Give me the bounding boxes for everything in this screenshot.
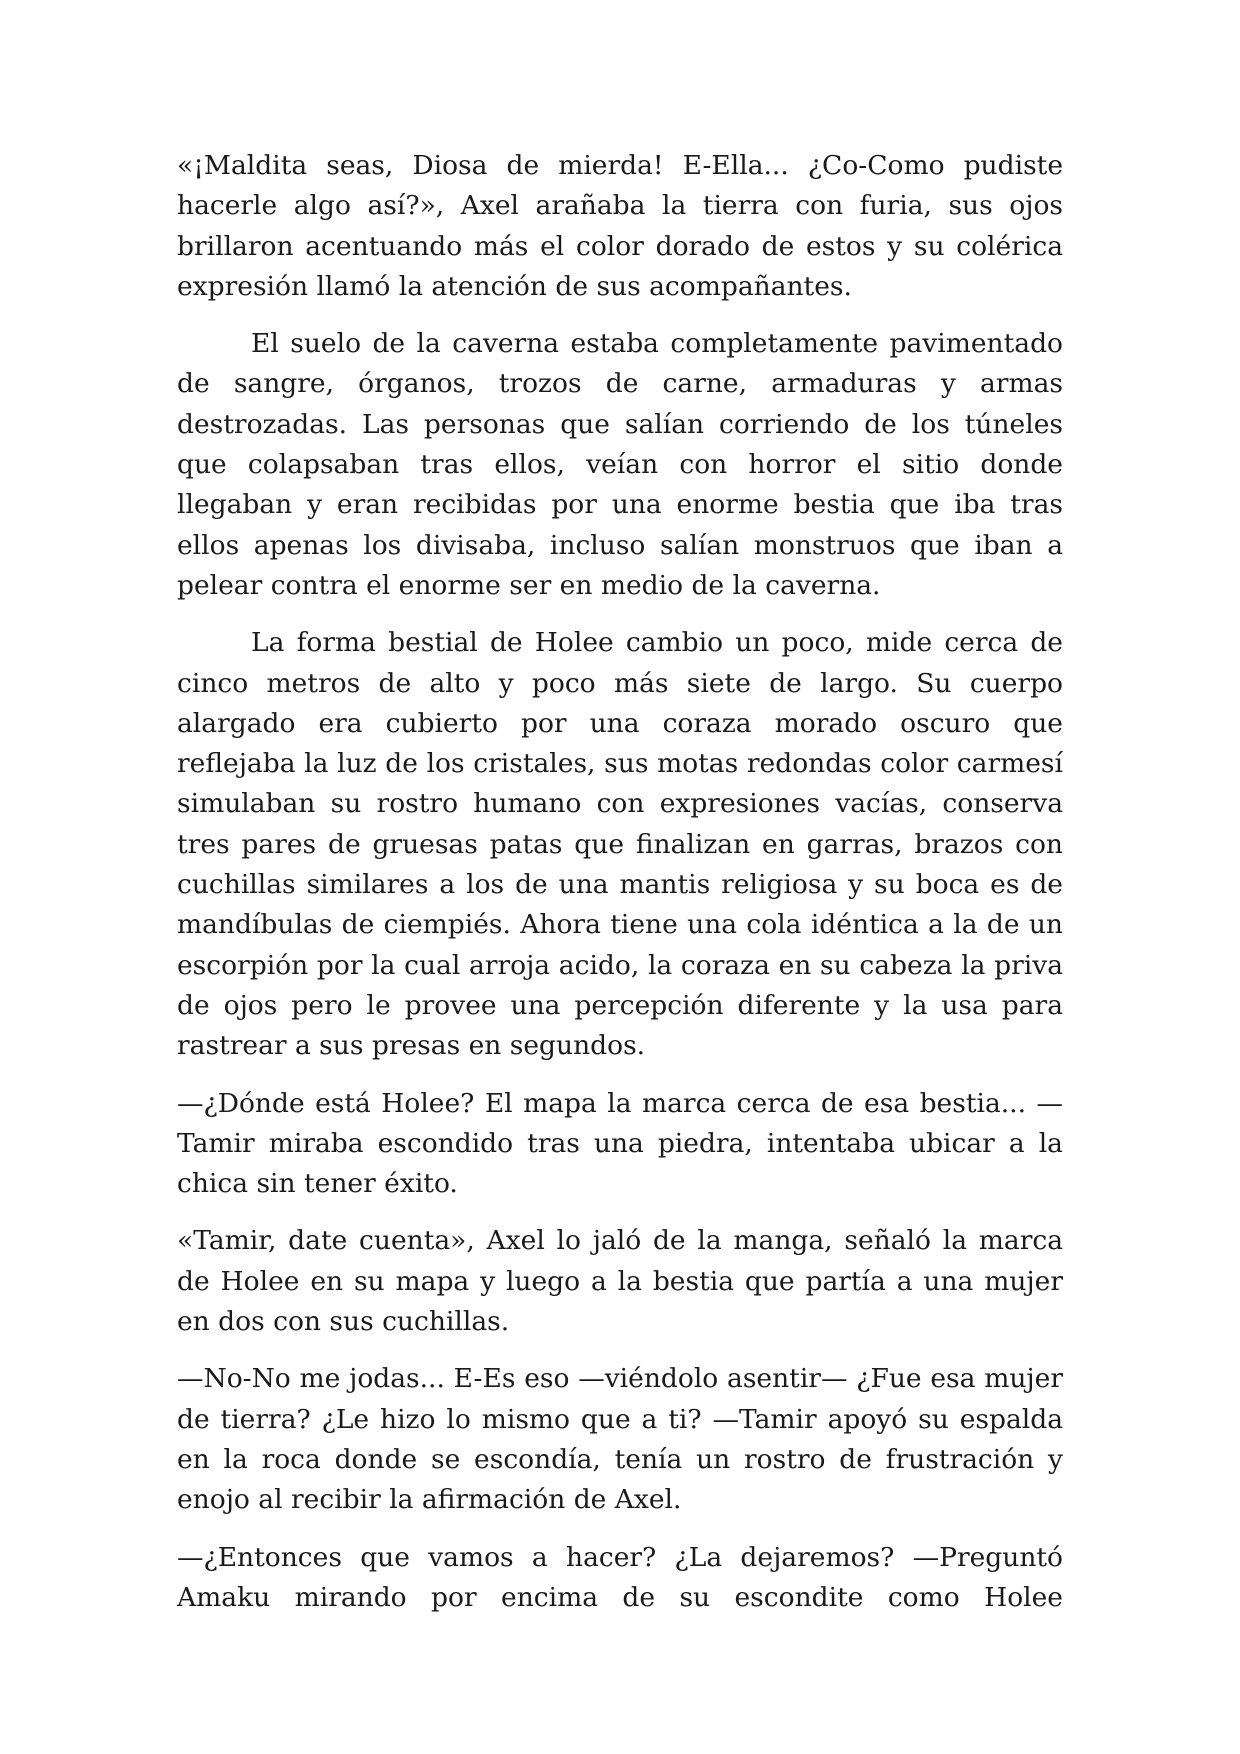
paragraph-5: «Tamir, date cuenta», Axel lo jaló de la manga, señaló la marca de Holee en su mapa y luego a la bestia que partía a una mujer en dos con sus cuchillas. <box>177 1225 1063 1338</box>
paragraph-4: —¿Dónde está Holee? El mapa la marca cerca de esa bestia... —Tamir miraba escondido tras una piedra, intentaba ubicar a la chica sin tener éxito. <box>177 1087 1063 1200</box>
body-text <box>177 146 1063 1635</box>
paragraph-3: La forma bestial de Holee cambio un poco, mide cerca de cinco metros de alto y poco más siete de largo. Su cuerpo alargado era cubierto por una coraza morado oscuro que reflejaba la luz de los cristales, sus motas redondas color carmesí simulaban su rostro humano con expresiones vacías, conserva tres pares de gruesas patas que finalizan en garras, brazos con cuchillas similares a los de una mantis religiosa y su boca es de mandíbulas de ciempiés. Ahora tiene una cola idéntica a la de un escorpión por la cual arroja acido, la coraza en su cabeza la priva de ojos pero le provee una percepción diferente y la usa para rastrear a sus presas en segundos. <box>177 627 1063 1062</box>
paragraph-7: —¿Entonces que vamos a hacer? ¿La dejaremos? —Preguntó Amaku mirando por encima de su escondite como Holee <box>177 1541 1063 1613</box>
paragraph-6: —No-No me jodas... E-Es eso —viéndolo asentir— ¿Fue esa mujer de tierra? ¿Le hizo lo mismo que a ti? —Tamir apoyó su espalda en la roca donde se escondía, tenía un rostro de frustración y enojo al recibir la afirmación de Axel. <box>177 1363 1063 1516</box>
paragraph-1: «¡Maldita seas, Diosa de mierda! E-Ella... ¿Co-Como pudiste hacerle algo así?», Axel arañaba la tierra con furia, sus ojos brillaron acentuando más el color dorado de estos y su colérica expresión llamó la atención de sus acompañantes. <box>177 150 1063 302</box>
paragraph-2: El suelo de la caverna estaba completamente pavimentado de sangre, órganos, trozos de carne, armaduras y armas destrozadas. Las personas que salían corriendo de los túneles que colapsaban tras ellos, veían con horror el sitio donde llegaban y eran recibidas por una enorme bestia que iba tras ellos apenas los divisaba, incluso salían monstruos que iban a pelear contra el enorme ser en medio de la caverna. <box>177 328 1063 601</box>
